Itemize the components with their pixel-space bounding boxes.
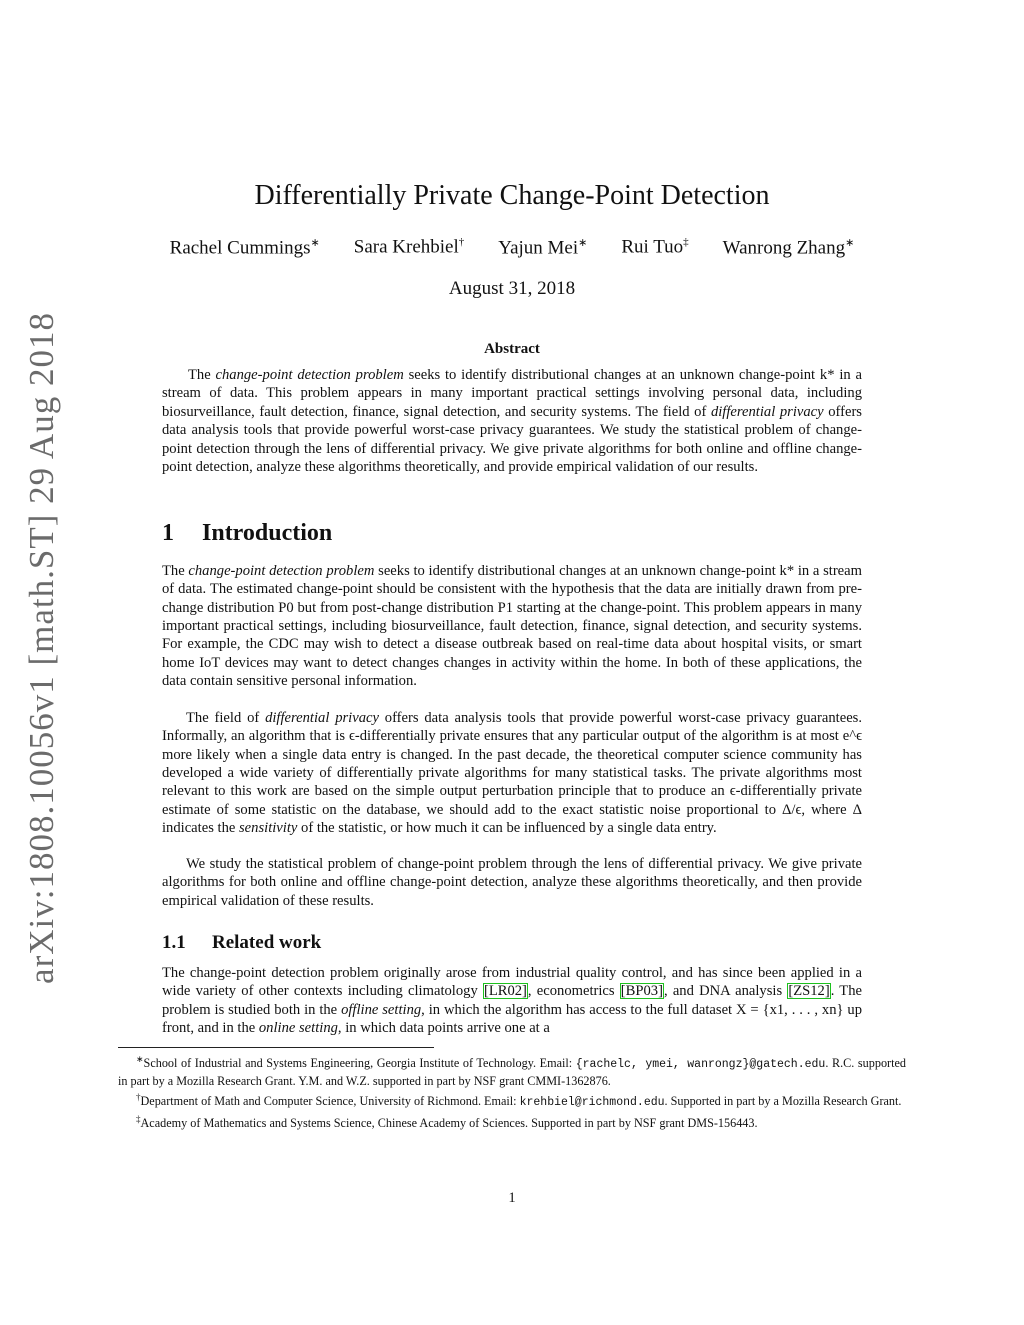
section-title: Introduction — [202, 520, 333, 546]
intro-paragraph: The change-point detection problem seeks to identify distributional changes at an unknown change-point k* in a stream of data. The estimated change-point should be consistent with the hypothesis that the data are initially drawn from pre-change distribution P0 but from post-change distribution P1 starting at the change-point. This problem appears in many important practical settings, including biosurveillance, fault detection, finance, signal detection, and security systems. For example, the CDC may wish to detect a disease outbreak based on real-time data about hospital visits, or smart home IoT devices may want to detect changes changes in activity within the home. In both of these applications, the data contain sensitive personal information. — [162, 563, 862, 690]
affiliation-mark: ∗ — [310, 237, 320, 249]
affiliation-mark: ‡ — [683, 236, 689, 248]
related-work-paragraph: The change-point detection problem originally arose from industrial quality control, and has since been applied in a wide variety of other contexts including climatology [LR02], econometrics [BP03], and DNA analysis [ZS12]. The problem is studied both in the offline setting, in which the algorithm has access to the full dataset X = {x1, . . . , xn} up front, and in the online setting, in which data points arrive one at a — [162, 965, 863, 1037]
footnote: †Department of Math and Computer Science, University of Richmond. Email: krehbiel@richmond.edu. Supported in part by a Mozilla Research Grant. — [136, 1092, 902, 1110]
email-text: krehbiel@richmond.edu — [519, 1096, 665, 1110]
author: Wanrong Zhang∗ — [722, 237, 855, 259]
abstract-heading: Abstract — [484, 341, 540, 357]
paper-title: Differentially Private Change-Point Detection — [254, 180, 770, 211]
subsection-heading — [162, 932, 321, 954]
author-list — [162, 236, 862, 259]
affiliation-mark: ∗ — [845, 237, 855, 249]
citation-link[interactable]: [BP03] — [620, 983, 663, 1000]
footnote: ∗School of Industrial and Systems Engineering, Georgia Institute of Technology. Email: {rachelc, ymei, wanrongz}@gatech.edu. R.C. supported in part by a Mozilla Research Grant. Y.M. and W.Z. supported in part by NSF grant CMMI-1362876. — [118, 1054, 906, 1089]
author: Sara Krehbiel† — [353, 236, 465, 258]
affiliation-mark: ∗ — [578, 237, 588, 249]
subsection-number: 1.1 — [162, 932, 186, 953]
author: Rui Tuo‡ — [621, 236, 689, 258]
abstract-text: The change-point detection problem seeks to identify distributional changes at an unknown change-point k* in a stream of data. This problem appears in many important practical settings involving personal data, including biosurveillance, fault detection, finance, signal detection, and security systems. The field of differential privacy offers data analysis tools that provide powerful worst-case privacy guarantees. We study the statistical problem of change-point detection through the lens of differential privacy. We give private algorithms for both online and offline change-point detection, analyze these algorithms theoretically, and provide empirical validation of our results. — [162, 367, 862, 476]
page-number: 1 — [508, 1190, 516, 1206]
intro-paragraph: We study the statistical problem of change-point problem through the lens of differential privacy. We give private algorithms for both online and offline change-point detection, analyze these algorithms theoretically, and then provide empirical validation of these results. — [162, 856, 862, 909]
arxiv-stamp: arXiv:1808.10056v1 [math.ST] 29 Aug 2018 — [22, 312, 61, 984]
email-text: {rachelc, ymei, wanrongz}@gatech.edu — [575, 1058, 826, 1072]
author: Rachel Cummings∗ — [169, 237, 320, 259]
footnote: ‡Academy of Mathematics and Systems Science, Chinese Academy of Sciences. Supported in part by NSF grant DMS-156443. — [136, 1114, 758, 1131]
section-heading — [162, 520, 332, 547]
intro-paragraph: The field of differential privacy offers data analysis tools that provide powerful worst-case privacy guarantees. Informally, an algorithm that is ϵ-differentially private ensures that any particular output of the algorithm is at most e^ϵ more likely when a single data entry is changed. In the past decade, the theoretical computer science community has developed a wide variety of differentially private algorithms for many statistical tasks. The private algorithms most relevant to this work are based on the simple output perturbation principle that to produce an ϵ-differentially private estimate of some statistic on the database, we should add to the exact statistic noise proportional to Δ/ϵ, where Δ indicates the sensitivity of the statistic, or how much it can be influenced by a single data entry. — [162, 710, 862, 837]
subsection-title: Related work — [212, 932, 322, 953]
citation-link[interactable]: [LR02] — [483, 983, 527, 1000]
citation-link[interactable]: [ZS12] — [788, 983, 830, 1000]
paper-date: August 31, 2018 — [448, 278, 576, 299]
author: Yajun Mei∗ — [498, 237, 588, 259]
section-number: 1 — [162, 520, 174, 546]
footnote-rule — [118, 1047, 434, 1048]
footnotes — [118, 1051, 906, 1131]
affiliation-mark: † — [458, 236, 465, 248]
